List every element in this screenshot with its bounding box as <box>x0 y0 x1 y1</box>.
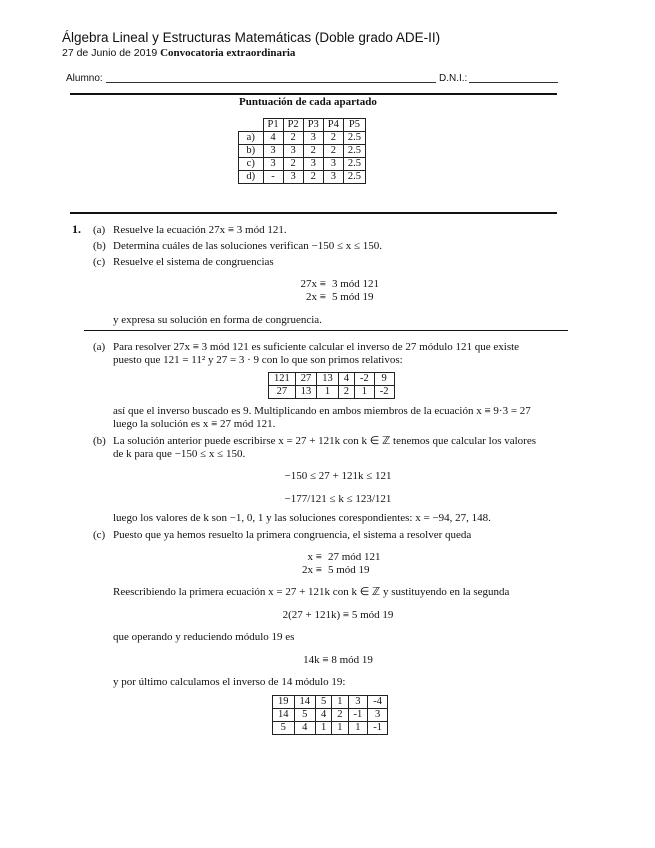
solution-a-line2: puesto que 121 = 11² y 27 = 3 · 9 con lo que son primos relativos: <box>113 354 403 366</box>
table-cell: 2.5 <box>343 132 365 145</box>
table-cell: 3 <box>323 171 343 184</box>
section-divider <box>70 212 557 214</box>
table-cell: - <box>263 171 283 184</box>
table-cell: 14 <box>294 696 316 709</box>
system2-rhs: 5 mód 19 <box>332 291 374 303</box>
table-cell: 3 <box>348 696 368 709</box>
scores-row <box>239 132 366 145</box>
solution-a-line3: así que el inverso buscado es 9. Multiplicando en ambos miembros de la ecuación x ≡ 9·3 = 27 <box>113 405 531 417</box>
student-info-row <box>66 73 561 87</box>
table-cell: 2 <box>303 171 323 184</box>
alumno-field <box>106 82 436 83</box>
table-cell: 2 <box>332 709 348 722</box>
solution-b-eq1: −150 ≤ 27 + 121k ≤ 121 <box>284 470 392 482</box>
table-cell: 2 <box>323 132 343 145</box>
inverse-row <box>273 709 388 722</box>
solution-c-sys1-rhs: 27 mód 121 <box>328 551 381 563</box>
table-cell: 3 <box>283 145 303 158</box>
alumno-label: Alumno: <box>66 73 103 84</box>
table-cell: -1 <box>368 722 388 735</box>
solution-c-line1: Puesto que ya hemos resuelto la primera congruencia, el sistema a resolver queda <box>113 529 472 541</box>
problem-c-label: (c) <box>93 256 106 268</box>
system1-lhs: 27x ≡ <box>300 278 326 290</box>
system1-rhs: 3 mód 121 <box>332 278 380 290</box>
table-cell: -4 <box>368 696 388 709</box>
table-cell: -2 <box>374 386 394 399</box>
exam-title: Álgebra Lineal y Estructuras Matemáticas (Doble grado ADE-II) <box>62 30 441 45</box>
solution-c-line3: que operando y reduciendo módulo 19 es <box>113 631 295 643</box>
table-cell: 3 <box>368 709 388 722</box>
table-cell: 1 <box>317 386 339 399</box>
col-header: P2 <box>283 119 303 132</box>
system2-lhs: 2x ≡ <box>306 291 326 303</box>
scores-row <box>239 171 366 184</box>
solution-c-line4: y por último calculamos el inverso de 14 módulo 19: <box>113 676 346 688</box>
solution-c-label: (c) <box>93 529 106 541</box>
scores-row <box>239 145 366 158</box>
problem-a-text: Resuelve la ecuación 27x ≡ 3 mód 121. <box>113 224 287 236</box>
table-cell: 5 <box>316 696 332 709</box>
table-cell: 2 <box>283 158 303 171</box>
table-cell: 1 <box>355 386 375 399</box>
table-cell: 5 <box>273 722 295 735</box>
table-cell: 14 <box>273 709 295 722</box>
table-cell: 2 <box>303 145 323 158</box>
problem-number: 1. <box>72 222 81 236</box>
table-cell: 2.5 <box>343 171 365 184</box>
scores-header-row <box>239 119 366 132</box>
table-cell: 1 <box>332 722 348 735</box>
solution-b-label: (b) <box>93 435 106 447</box>
solution-a-label: (a) <box>93 341 106 353</box>
inverse-row <box>273 722 388 735</box>
table-cell: 1 <box>332 696 348 709</box>
solution-c-sys2-lhs: 2x ≡ <box>302 564 322 576</box>
table-cell: 9 <box>374 373 394 386</box>
header-divider <box>70 93 557 95</box>
table-cell: 27 <box>269 386 296 399</box>
table-cell: 4 <box>263 132 283 145</box>
table-cell: 2.5 <box>343 145 365 158</box>
solution-b-eq2: −177/121 ≤ k ≤ 123/121 <box>284 493 392 505</box>
table-cell: 4 <box>316 709 332 722</box>
table-cell: 3 <box>263 145 283 158</box>
table-cell: 3 <box>323 158 343 171</box>
col-header: P5 <box>343 119 365 132</box>
table-cell: 13 <box>295 386 317 399</box>
col-header: P3 <box>303 119 323 132</box>
solution-c-eq1: 2(27 + 121k) ≡ 5 mód 19 <box>282 609 394 621</box>
table-cell: 13 <box>317 373 339 386</box>
table-cell: d) <box>239 171 264 184</box>
solution-b-line2: de k para que −150 ≤ x ≤ 150. <box>113 448 246 460</box>
inverse-row <box>273 696 388 709</box>
problem-c-after: y expresa su solución en forma de congruencia. <box>113 314 322 326</box>
table-cell: 19 <box>273 696 295 709</box>
table-cell: 4 <box>338 373 354 386</box>
table-cell: b) <box>239 145 264 158</box>
exam-date: 27 de Junio de 2019 <box>62 47 158 59</box>
table-cell: 27 <box>295 373 317 386</box>
dni-field <box>469 82 558 83</box>
table-cell: 3 <box>303 132 323 145</box>
scores-table <box>238 118 366 184</box>
solution-b-line3: luego los valores de k son −1, 0, 1 y las soluciones corespondientes: x = −94, 27, 148. <box>113 512 491 524</box>
table-cell: 2 <box>283 132 303 145</box>
solution-divider <box>84 330 568 331</box>
table-cell: 3 <box>303 158 323 171</box>
table-cell: 121 <box>269 373 296 386</box>
table-cell <box>239 119 264 132</box>
table-cell: 1 <box>316 722 332 735</box>
solution-a-line4: luego la solución es x ≡ 27 mód 121. <box>113 418 276 430</box>
solution-c-line2: Reescribiendo la primera ecuación x = 27 + 121k con k ∈ ℤ y sustituyendo en la segunda <box>113 586 510 598</box>
col-header: P1 <box>263 119 283 132</box>
scores-title: Puntuación de cada apartado <box>239 96 377 108</box>
scores-row <box>239 158 366 171</box>
solution-a-line1: Para resolver 27x ≡ 3 mód 121 es suficiente calcular el inverso de 27 módulo 121 que existe <box>113 341 520 353</box>
solution-c-sys2-rhs: 5 mód 19 <box>328 564 370 576</box>
table-cell: 5 <box>294 709 316 722</box>
problem-b-text: Determina cuáles de las soluciones verifican −150 ≤ x ≤ 150. <box>113 240 383 252</box>
solution-b-line1: La solución anterior puede escribirse x = 27 + 121k con k ∈ ℤ tenemos que calcular los valores <box>113 435 537 447</box>
inverse-table-14 <box>272 695 388 735</box>
table-cell: 2 <box>338 386 354 399</box>
table-cell: a) <box>239 132 264 145</box>
table-cell: 3 <box>263 158 283 171</box>
solution-c-sys1-lhs: x ≡ <box>307 551 322 563</box>
table-cell: 3 <box>283 171 303 184</box>
problem-b-label: (b) <box>93 240 106 252</box>
problem-c-text: Resuelve el sistema de congruencias <box>113 256 274 268</box>
inverse-table-27 <box>268 372 395 399</box>
exam-subtitle <box>62 47 295 59</box>
solution-c-eq2: 14k ≡ 8 mód 19 <box>303 654 373 666</box>
table-cell: 2.5 <box>343 158 365 171</box>
table-cell: 2 <box>323 145 343 158</box>
inverse-row <box>269 386 395 399</box>
table-cell: c) <box>239 158 264 171</box>
table-cell: 4 <box>294 722 316 735</box>
col-header: P4 <box>323 119 343 132</box>
inverse-row <box>269 373 395 386</box>
dni-label: D.N.I.: <box>439 73 468 84</box>
table-cell: 1 <box>348 722 368 735</box>
table-cell: -1 <box>348 709 368 722</box>
table-cell: -2 <box>355 373 375 386</box>
exam-session: Convocatoria extraordinaria <box>160 47 296 59</box>
problem-a-label: (a) <box>93 224 106 236</box>
